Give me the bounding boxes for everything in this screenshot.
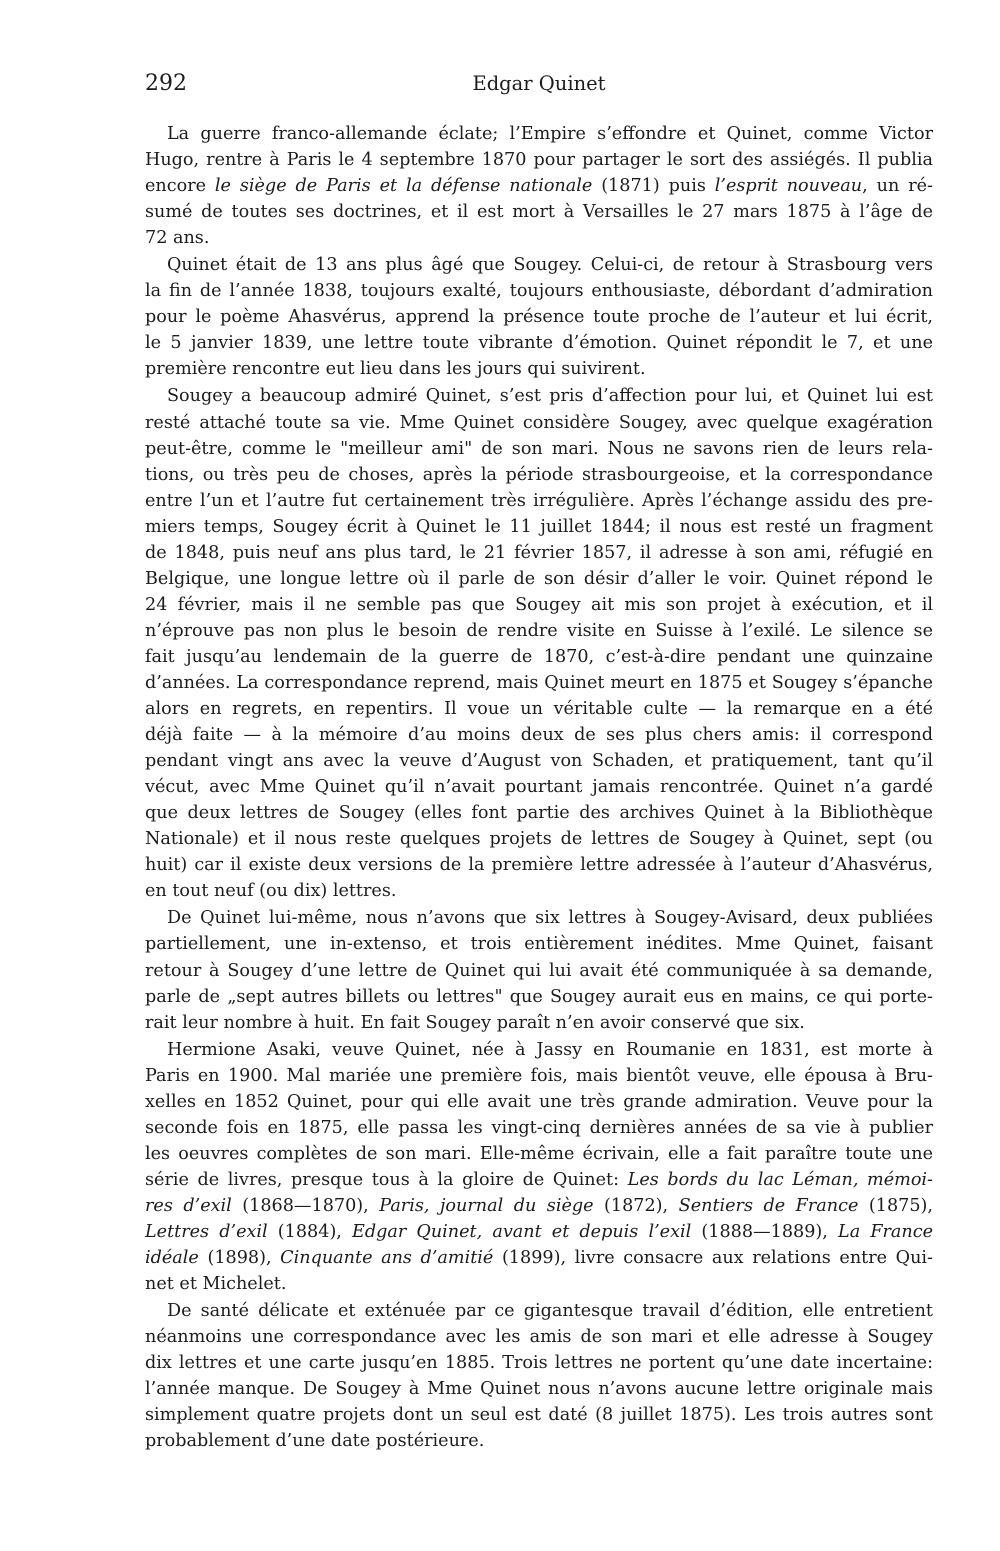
text-line — [145, 514, 933, 540]
text-line — [145, 826, 933, 852]
text-run: (1884), — [267, 1221, 353, 1242]
text-run: néanmoins une correspondance avec les amis de son mari et elle adresse à Sougey — [145, 1327, 933, 1348]
text-run: sumé de toutes ses doctrines, et il est mort à Versailles le 27 mars 1875 à l’âge de — [145, 202, 933, 223]
italic-title: l’esprit nouveau — [714, 176, 863, 197]
text-run: partiellement, une in-extenso, et trois entièrement inédites. Mme Quinet, faisant — [145, 934, 933, 955]
paragraph — [145, 383, 933, 904]
text-line — [145, 540, 933, 566]
text-run: Hermione Asaki, veuve Quinet, née à Jassy en Roumanie en 1831, est morte à — [167, 1039, 933, 1060]
text-run: première rencontre eut lieu dans les jours qui suivirent. — [145, 359, 646, 380]
text-run: xelles en 1852 Quinet, pour qui elle avait une très grande admiration. Veuve pour la — [145, 1091, 933, 1112]
text-run: (1875), — [858, 1195, 933, 1216]
text-line — [145, 1115, 933, 1141]
text-line — [145, 1063, 933, 1089]
text-run: l’année manque. De Sougey à Mme Quinet nous n’avons aucune lettre originale mais — [145, 1379, 933, 1400]
text-line — [145, 566, 933, 592]
paragraph — [145, 1298, 933, 1454]
text-line — [145, 1245, 933, 1271]
text-line — [145, 488, 933, 514]
paragraph — [145, 252, 933, 382]
italic-title: Lettres d’exil — [145, 1221, 268, 1242]
text-run: probablement d’une date postérieure. — [145, 1431, 485, 1452]
text-line — [145, 1010, 933, 1036]
text-line — [145, 1089, 933, 1115]
page-header — [145, 66, 933, 102]
italic-title: le siège de Paris et la défense nationale — [214, 176, 593, 197]
text-run: (1888—1889), — [691, 1221, 839, 1242]
text-run: entre l’un et l’autre fut certainement très irrégulière. Après l’échange assidu des pre- — [145, 490, 933, 511]
text-line — [145, 931, 933, 957]
text-run: Nationale) et il nous reste quelques projets de lettres de Sougey à Quinet, sept (ou — [145, 829, 933, 850]
text-run: n’éprouve pas non plus le besoin de rendre visite en Suisse à l’exilé. Le silence se — [145, 620, 933, 641]
text-run: Hugo, rentre à Paris le 4 septembre 1870 pour partager le sort des assiégés. Il publia — [145, 150, 933, 171]
text-line — [145, 905, 933, 931]
text-line — [145, 278, 933, 304]
text-line — [145, 252, 933, 278]
text-line — [145, 304, 933, 330]
text-run: , un ré- — [862, 176, 933, 197]
text-run: fait jusqu’au lendemain de la guerre de 1870, c’est-à-dire pendant une quinzaine — [145, 646, 933, 667]
text-line — [145, 356, 933, 382]
text-run: De Quinet lui-même, nous n’avons que six lettres à Sougey-Avisard, deux publiées — [167, 908, 933, 929]
text-line — [145, 462, 933, 488]
text-line — [145, 1271, 933, 1297]
text-run: pendant vingt ans avec la veuve d’August von Schaden, et pratiquement, tant qu’il — [145, 751, 933, 772]
text-run: 72 ans. — [145, 228, 210, 249]
italic-title: Cinquante ans d’amitié — [280, 1248, 494, 1269]
text-run: vécut, avec Mme Quinet qu’il n’avait pourtant jamais rencontrée. Quinet n’a gardé — [145, 777, 933, 798]
text-run: (1868—1870), — [231, 1195, 380, 1216]
text-line — [145, 696, 933, 722]
text-run: Sougey a beaucoup admiré Quinet, s’est pris d’affection pour lui, et Quinet lui est — [167, 386, 933, 407]
text-line — [145, 774, 933, 800]
text-run: de 1848, puis neuf ans plus tard, le 21 février 1857, il adresse à son ami, réfugié en — [145, 542, 933, 563]
text-run: d’années. La correspondance reprend, mais Quinet meurt en 1875 et Sougey s’épanche — [145, 672, 933, 693]
text-run: miers temps, Sougey écrit à Quinet le 11 juillet 1844; il nous est resté un fragment — [145, 516, 933, 537]
text-line — [145, 670, 933, 696]
text-line — [145, 1350, 933, 1376]
text-run: (1898), — [198, 1248, 281, 1269]
text-run: net et Michelet. — [145, 1274, 287, 1295]
text-line — [145, 722, 933, 748]
text-line — [145, 173, 933, 199]
text-run: Paris en 1900. Mal mariée une première fois, mais bientôt veuve, elle épousa à Bru- — [145, 1065, 933, 1086]
text-run: seconde fois en 1875, elle passa les vingt-cinq dernières années de sa vie à publier — [145, 1117, 933, 1138]
text-run: le 5 janvier 1839, une lettre toute vibrante d’émotion. Quinet répondit le 7, et une — [145, 333, 933, 354]
text-run: rait leur nombre à huit. En fait Sougey paraît n’en avoir conservé que six. — [145, 1012, 805, 1033]
text-run: alors en regrets, en repentirs. Il voue un véritable culte — la remarque en a été — [145, 699, 933, 720]
text-run: (1871) puis — [592, 176, 715, 197]
text-line — [145, 121, 933, 147]
page-number: 292 — [145, 71, 187, 96]
text-line — [145, 1324, 933, 1350]
text-line — [145, 1193, 933, 1219]
text-run: La guerre franco-allemande éclate; l’Empire s’effondre et Quinet, comme Victor — [167, 124, 933, 144]
text-line — [145, 225, 933, 251]
italic-title: Les bords du lac Léman, mémoi- — [627, 1169, 933, 1190]
text-run: (1872), — [593, 1195, 679, 1216]
text-run: (1899), livre consacre aux relations entre Qui- — [493, 1248, 933, 1269]
body-text — [145, 121, 933, 1454]
text-line — [145, 1167, 933, 1193]
italic-title: res d’exil — [145, 1195, 232, 1216]
text-line — [145, 1219, 933, 1245]
italic-title: Sentiers de France — [678, 1195, 859, 1216]
text-line — [145, 984, 933, 1010]
text-line — [145, 800, 933, 826]
italic-title: idéale — [145, 1248, 199, 1269]
text-line — [145, 592, 933, 618]
text-run: resté attaché toute sa vie. Mme Quinet considère Sougey, avec quelque exagération — [145, 412, 933, 433]
text-line — [145, 436, 933, 462]
text-line — [145, 1376, 933, 1402]
text-run: déjà faite — à la mémoire d’au moins deux de ses plus chers amis: il correspond — [145, 725, 933, 746]
text-run: série de livres, presque tous à la gloire de Quinet: — [145, 1169, 628, 1190]
text-line — [145, 644, 933, 670]
text-run: dix lettres et une carte jusqu’en 1885. Trois lettres ne portent qu’une date incertaine: — [145, 1353, 933, 1374]
text-run: que deux lettres de Sougey (elles font partie des archives Quinet à la Bibliothèque — [145, 803, 933, 824]
text-line — [145, 878, 933, 904]
paragraph — [145, 905, 933, 1035]
text-run: retour à Sougey d’une lettre de Quinet qui lui avait été communiquée à sa demande, — [145, 960, 933, 981]
text-line — [145, 618, 933, 644]
text-run: 24 février, mais il ne semble pas que Sougey ait mis son projet à exécution, et il — [145, 594, 933, 615]
text-line — [145, 199, 933, 225]
text-line — [145, 1428, 933, 1454]
text-line — [145, 410, 933, 436]
text-run: De santé délicate et exténuée par ce gigantesque travail d’édition, elle entretient — [167, 1301, 933, 1322]
text-run: Quinet était de 13 ans plus âgé que Sougey. Celui-ci, de retour à Strasbourg vers — [167, 255, 933, 276]
running-head: Edgar Quinet — [472, 72, 606, 95]
paragraph — [145, 1037, 933, 1297]
text-run: tions, ou très peu de choses, après la période strasbourgeoise, et la correspondance — [145, 464, 933, 485]
italic-title: La France — [838, 1221, 934, 1242]
paragraph — [145, 121, 933, 251]
italic-title: Paris, journal du siège — [379, 1195, 594, 1216]
text-line — [145, 383, 933, 409]
text-run: les oeuvres complètes de son mari. Elle-même écrivain, elle a fait paraître toute une — [145, 1143, 933, 1164]
text-run: en tout neuf (ou dix) lettres. — [145, 881, 397, 902]
text-run: simplement quatre projets dont un seul est daté (8 juillet 1875). Les trois autres sont — [145, 1405, 933, 1426]
text-line — [145, 147, 933, 173]
text-line — [145, 852, 933, 878]
text-run: parle de „sept autres billets ou lettres" que Sougey aurait eus en mains, ce qui porte- — [145, 986, 933, 1007]
text-run: Belgique, une longue lettre où il parle de son désir d’aller le voir. Quinet répond le — [145, 568, 933, 589]
text-line — [145, 748, 933, 774]
text-run: la fin de l’année 1838, toujours exalté, toujours enthousiaste, débordant d’admiration — [145, 281, 933, 302]
text-line — [145, 1402, 933, 1428]
text-run: pour le poème Ahasvérus, apprend la présence toute proche de l’auteur et lui écrit, — [145, 307, 933, 328]
text-run: peut-être, comme le "meilleur ami" de son mari. Nous ne savons rien de leurs rela- — [145, 438, 933, 459]
italic-title: Edgar Quinet, avant et depuis l’exil — [352, 1221, 692, 1242]
text-line — [145, 330, 933, 356]
text-line — [145, 958, 933, 984]
text-line — [145, 1141, 933, 1167]
text-run: huit) car il existe deux versions de la première lettre adressée à l’auteur d’Ahasvérus, — [145, 855, 933, 876]
text-line — [145, 1037, 933, 1063]
text-line — [145, 1298, 933, 1324]
text-run: encore — [145, 176, 215, 197]
